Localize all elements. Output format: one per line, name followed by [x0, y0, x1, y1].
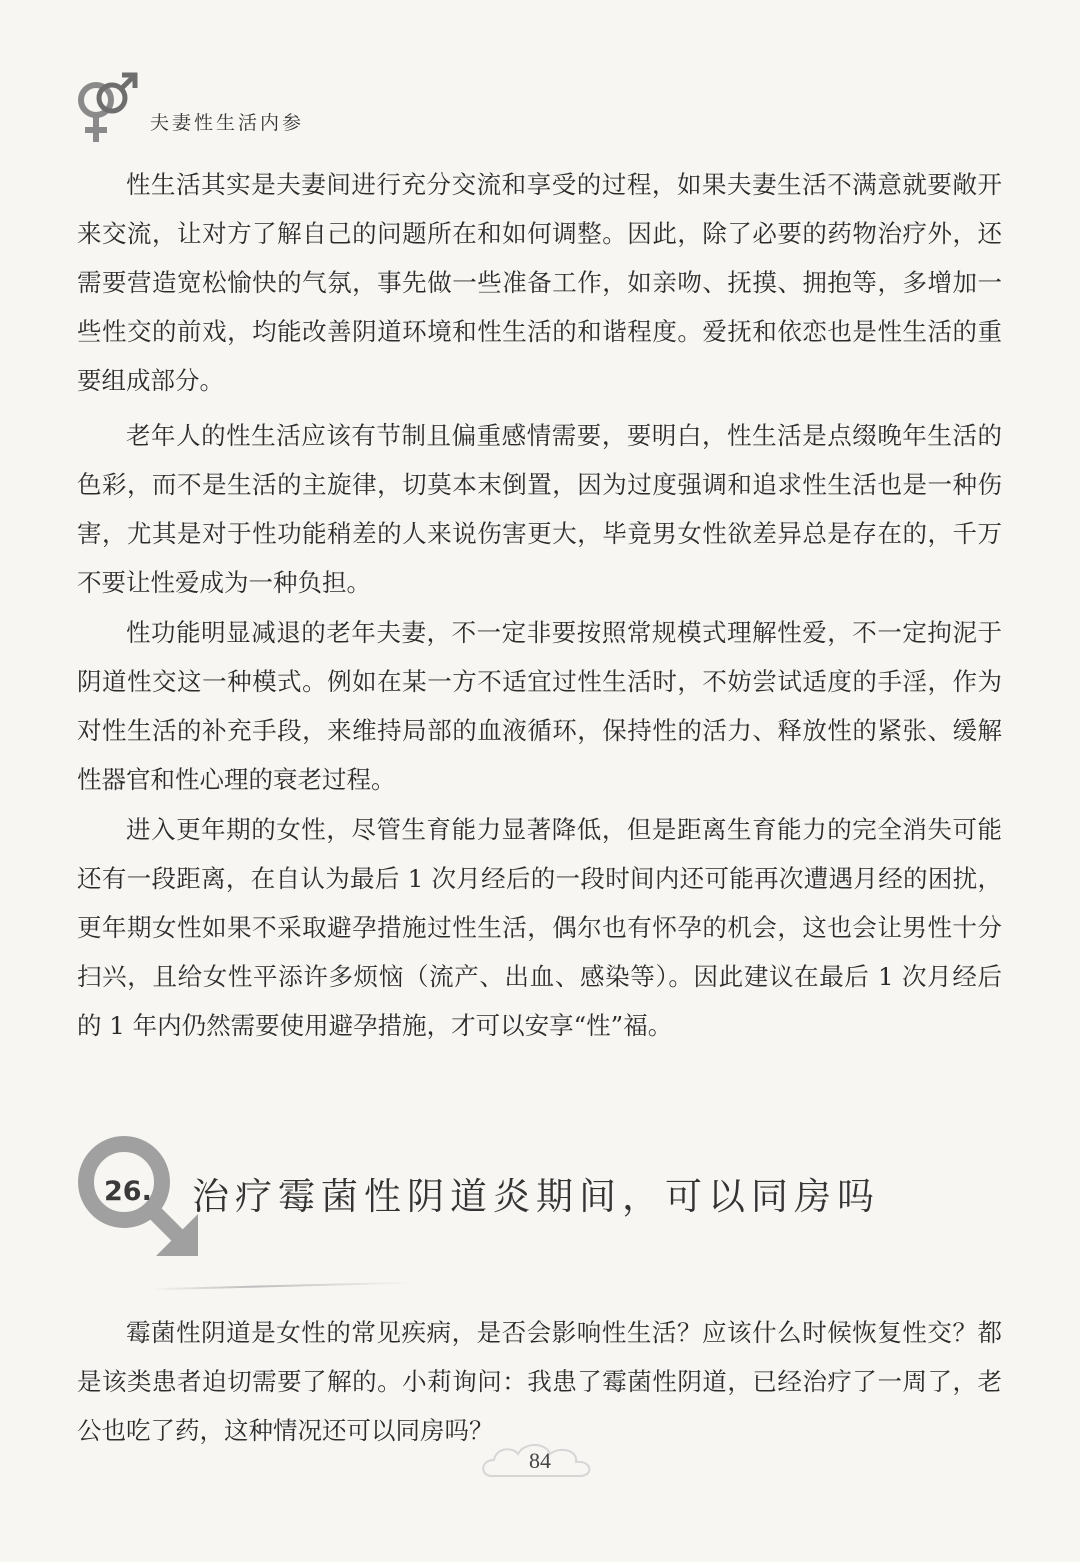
paragraph-3: 性功能明显减退的老年夫妻，不一定非要按照常规模式理解性爱，不一定拘泥于阴道性交这一种模式。例如在某一方不适宜过性生活时，不妨尝试适度的手淫，作为对性生活的补充手段，来维持局部的血液循环，保持性的活力、释放性的紧张、缓解性器官和性心理的衰老过程。	[77, 618, 1002, 794]
section-intro-paragraph: 霉菌性阴道是女性的常见疾病，是否会影响性生活？应该什么时候恢复性交？都是该类患者迫切需要了解的。小莉询问：我患了霉菌性阴道，已经治疗了一周了，老公也吃了药，这种情况还可以同房吗？	[77, 1318, 1002, 1445]
gender-symbols-icon	[72, 70, 142, 150]
running-header	[72, 70, 472, 150]
page-number: 84	[529, 1448, 551, 1473]
decorative-divider	[150, 1282, 410, 1291]
paragraph-2: 老年人的性生活应该有节制且偏重感情需要，要明白，性生活是点缀晚年生活的色彩，而不是生活的主旋律，切莫本末倒置，因为过度强调和追求性生活也是一种伤害，尤其是对于性功能稍差的人来说伤害更大，毕竟男女性欲差异总是存在的，千万不要让性爱成为一种负担。	[77, 421, 1002, 597]
running-title: 夫妻性生活内参	[150, 112, 305, 134]
paragraph-1: 性生活其实是夫妻间进行充分交流和享受的过程，如果夫妻生活不满意就要敞开来交流，让对方了解自己的问题所在和如何调整。因此，除了必要的药物治疗外，还需要营造宽松愉快的气氛，事先做一些准备工作，如亲吻、抚摸、拥抱等，多增加一些性交的前戏，均能改善阴道环境和性生活的和谐程度。爱抚和依恋也是性生活的重要组成部分。	[77, 170, 1002, 395]
paragraph-4: 进入更年期的女性，尽管生育能力显著降低，但是距离生育能力的完全消失可能还有一段距离，在自认为最后 1 次月经后的一段时间内还可能再次遭遇月经的困扰，更年期女性如果不采取避孕措施过性生活，偶尔也有怀孕的机会，这也会让男性十分扫兴，且给女性平添许多烦恼（流产、出血、感染等）。因此建议在最后 1 次月经后的 1 年内仍然需要使用避孕措施，才可以安享“性”福。	[77, 815, 1002, 1040]
section-number: 26.	[104, 1176, 152, 1207]
page-footer	[470, 1430, 610, 1500]
section-title: 治疗霉菌性阴道炎期间，可以同房吗	[192, 1175, 880, 1218]
section-heading	[72, 1130, 972, 1270]
